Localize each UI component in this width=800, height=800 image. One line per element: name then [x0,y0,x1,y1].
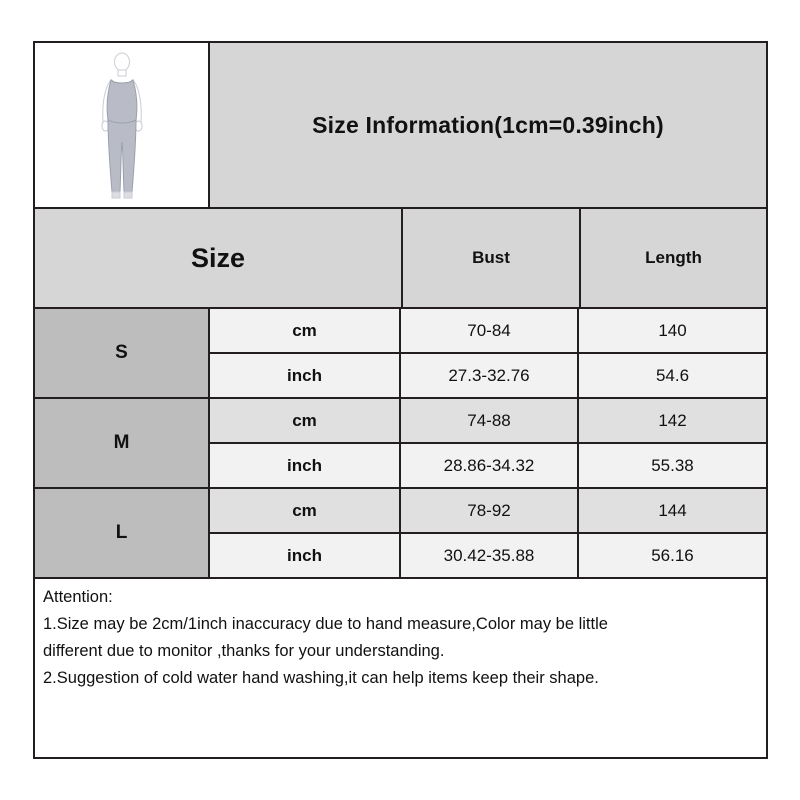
bust-cell: 78-92 [401,489,579,532]
size-label-s: S [35,309,210,397]
size-l-measurements [210,489,766,577]
length-cell: 142 [658,410,687,430]
size-m-inch-row [210,444,766,487]
size-l-inch-row [210,534,766,577]
size-m-measurements [210,399,766,487]
size-m-cm-row [210,399,766,444]
size-l-cm-row [210,489,766,534]
bust-cell: 70-84 [401,309,579,352]
column-header-bust [403,209,581,307]
column-header-length [581,209,766,307]
chart-header-row [35,43,766,209]
column-header-size [35,209,403,307]
size-label-m: M [35,399,210,487]
length-cell: 55.38 [651,455,694,475]
column-header-length-label: Length [645,248,702,267]
size-s-measurements [210,309,766,397]
size-label-l: L [35,489,210,577]
column-header-size-label: Size [190,242,246,273]
unit-cell: inch [210,534,401,577]
length-cell: 144 [658,500,687,520]
unit-cell: inch [210,354,401,397]
column-header-bust-label: Bust [472,248,510,267]
attention-line-3: 2.Suggestion of cold water hand washing,it can help items keep their shape. [43,669,599,687]
product-thumbnail-cell [35,43,210,207]
length-cell: 140 [658,320,687,340]
unit-cell: cm [210,399,401,442]
column-header-row [35,209,766,309]
attention-line-2: different due to monitor ,thanks for your understanding. [43,642,445,660]
bust-cell: 27.3-32.76 [401,354,579,397]
chart-title-cell [210,43,766,207]
bust-cell: 74-88 [401,399,579,442]
attention-block [35,579,766,691]
page-title: Size Information(1cm=0.39inch) [312,111,664,138]
table-row [35,309,766,399]
length-cell: 56.16 [651,545,694,565]
unit-cell: cm [210,309,401,352]
attention-heading: Attention: [43,588,113,606]
table-row [35,399,766,489]
unit-cell: inch [210,444,401,487]
length-cell: 54.6 [655,365,690,385]
size-s-cm-row [210,309,766,354]
bust-cell: 30.42-35.88 [401,534,579,577]
size-chart [33,41,768,759]
bust-cell: 28.86-34.32 [401,444,579,487]
size-s-inch-row [210,354,766,397]
unit-cell: cm [210,489,401,532]
attention-line-1: 1.Size may be 2cm/1inch inaccuracy due to hand measure,Color may be little [43,615,608,633]
table-row [35,489,766,579]
jumpsuit-illustration-icon [77,50,167,200]
